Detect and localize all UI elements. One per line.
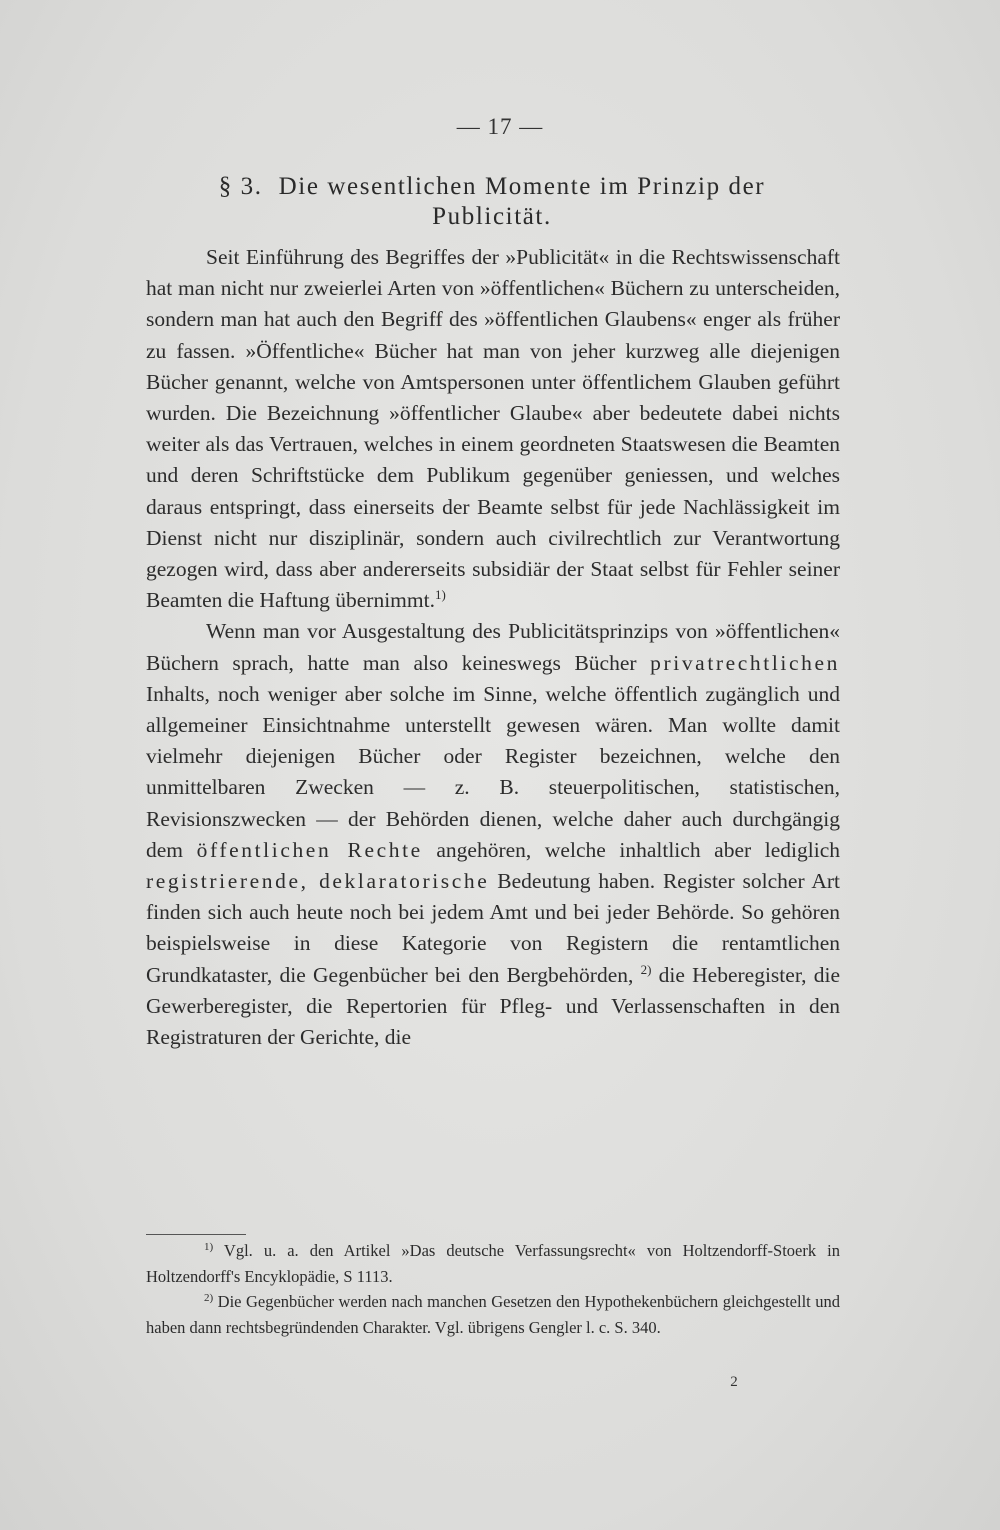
section-heading bbox=[172, 172, 812, 232]
footnote-divider bbox=[146, 1234, 246, 1235]
footnote-text: Die Gegenbücher werden nach manchen Gesetzen den Hypothekenbüchern gleichgestellt und haben dann rechtsbegründenden Charakter. Vgl. übrigens Gengler l. c. S. 340. bbox=[146, 1292, 840, 1337]
paragraph bbox=[146, 242, 840, 616]
footnote-reference: 2) bbox=[640, 961, 652, 977]
spaced-emphasis: registrierende, deklaratorische bbox=[146, 869, 490, 894]
section-number: § 3. bbox=[218, 173, 263, 200]
page-number: — 17 — bbox=[456, 114, 544, 139]
spaced-emphasis: öffentlichen Rechte bbox=[196, 837, 423, 862]
footnote-mark: 2) bbox=[204, 1292, 214, 1304]
text-run: Inhalts, noch weniger aber solche im Sinne, welche öffentlich zugänglich und allgemeiner Einsichtnahme unterstellt gewesen wären. Man wollte damit vielmehr diejenigen Bücher oder Register bezeichnen, welche den unmittelbaren Zwecken — z. B. steuerpolitischen, statistischen, Revisionszwecken — der Behörden dienen, welche daher auch durchgängig dem bbox=[146, 681, 840, 862]
text-run: Seit Einführung des Begriffes der »Publicität« in die Rechtswissenschaft hat man nicht nur zweierlei Arten von »öffentlichen« Büchern zu unterscheiden, sondern man hat auch den Begriff des »öffentlichen Glaubens« enger als früher zu fassen. »Öffentliche« Bücher hat man von jeher kurzweg alle diejenigen Bücher genannt, welche von Amtspersonen unter öffentlichem Glauben geführt wurden. Die Bezeichnung »öffentlicher Glaube« aber bedeutete dabei nichts weiter als das Vertrauen, welches in einem geordneten Staatswesen die Beamten und deren Schriftstücke dem Publikum gegenüber geniessen, und welches daraus entspringt, dass einerseits der Beamte selbst für jede Nachlässigkeit im Dienst nicht nur disziplinär, sondern auch civilrechtlich zur Verantwortung gezogen wird, dass aber andererseits subsidiär der Staat selbst für Fehler seiner Beamten die Haftung übernimmt. bbox=[146, 245, 840, 613]
signature-mark: 2 bbox=[730, 1374, 738, 1390]
footnote-mark: 1) bbox=[204, 1241, 214, 1253]
footnote-reference: 1) bbox=[434, 587, 446, 603]
text-run: Wenn man vor Ausgestaltung des Publicitätsprinzips von »öffentlichen« Büchern sprach, hatte man also keineswegs Bücher bbox=[146, 619, 840, 675]
footnote-text: Vgl. u. a. den Artikel »Das deutsche Verfassungsrecht« von Holtzendorff-Stoerk in Holtzendorff's Encyklopädie, S 1113. bbox=[146, 1241, 840, 1286]
section-title: Die wesentlichen Momente im Prinzip der Publicität. bbox=[278, 173, 766, 230]
text-run: angehören, welche inhaltlich aber lediglich bbox=[422, 837, 840, 862]
footnote bbox=[146, 1238, 840, 1289]
text-run: die Heberegister, die Gewerberegister, die Repertorien für Pfleg- und Verlassenschaften in den Registraturen der Gerichte, die bbox=[146, 962, 840, 1050]
footnotes bbox=[146, 1238, 840, 1340]
spaced-emphasis: privatrechtlichen bbox=[650, 650, 840, 675]
paragraph bbox=[146, 616, 840, 1053]
footnote bbox=[146, 1289, 840, 1340]
body-text bbox=[146, 242, 840, 1053]
text-run: Bedeutung haben. Register solcher Art finden sich auch heute noch bei jedem Amt und bei jeder Behörde. So gehören beispielsweise in diese Kategorie von Registern die rentamtlichen Grundkataster, die Gegenbücher bei den Bergbehörden, bbox=[146, 869, 840, 987]
